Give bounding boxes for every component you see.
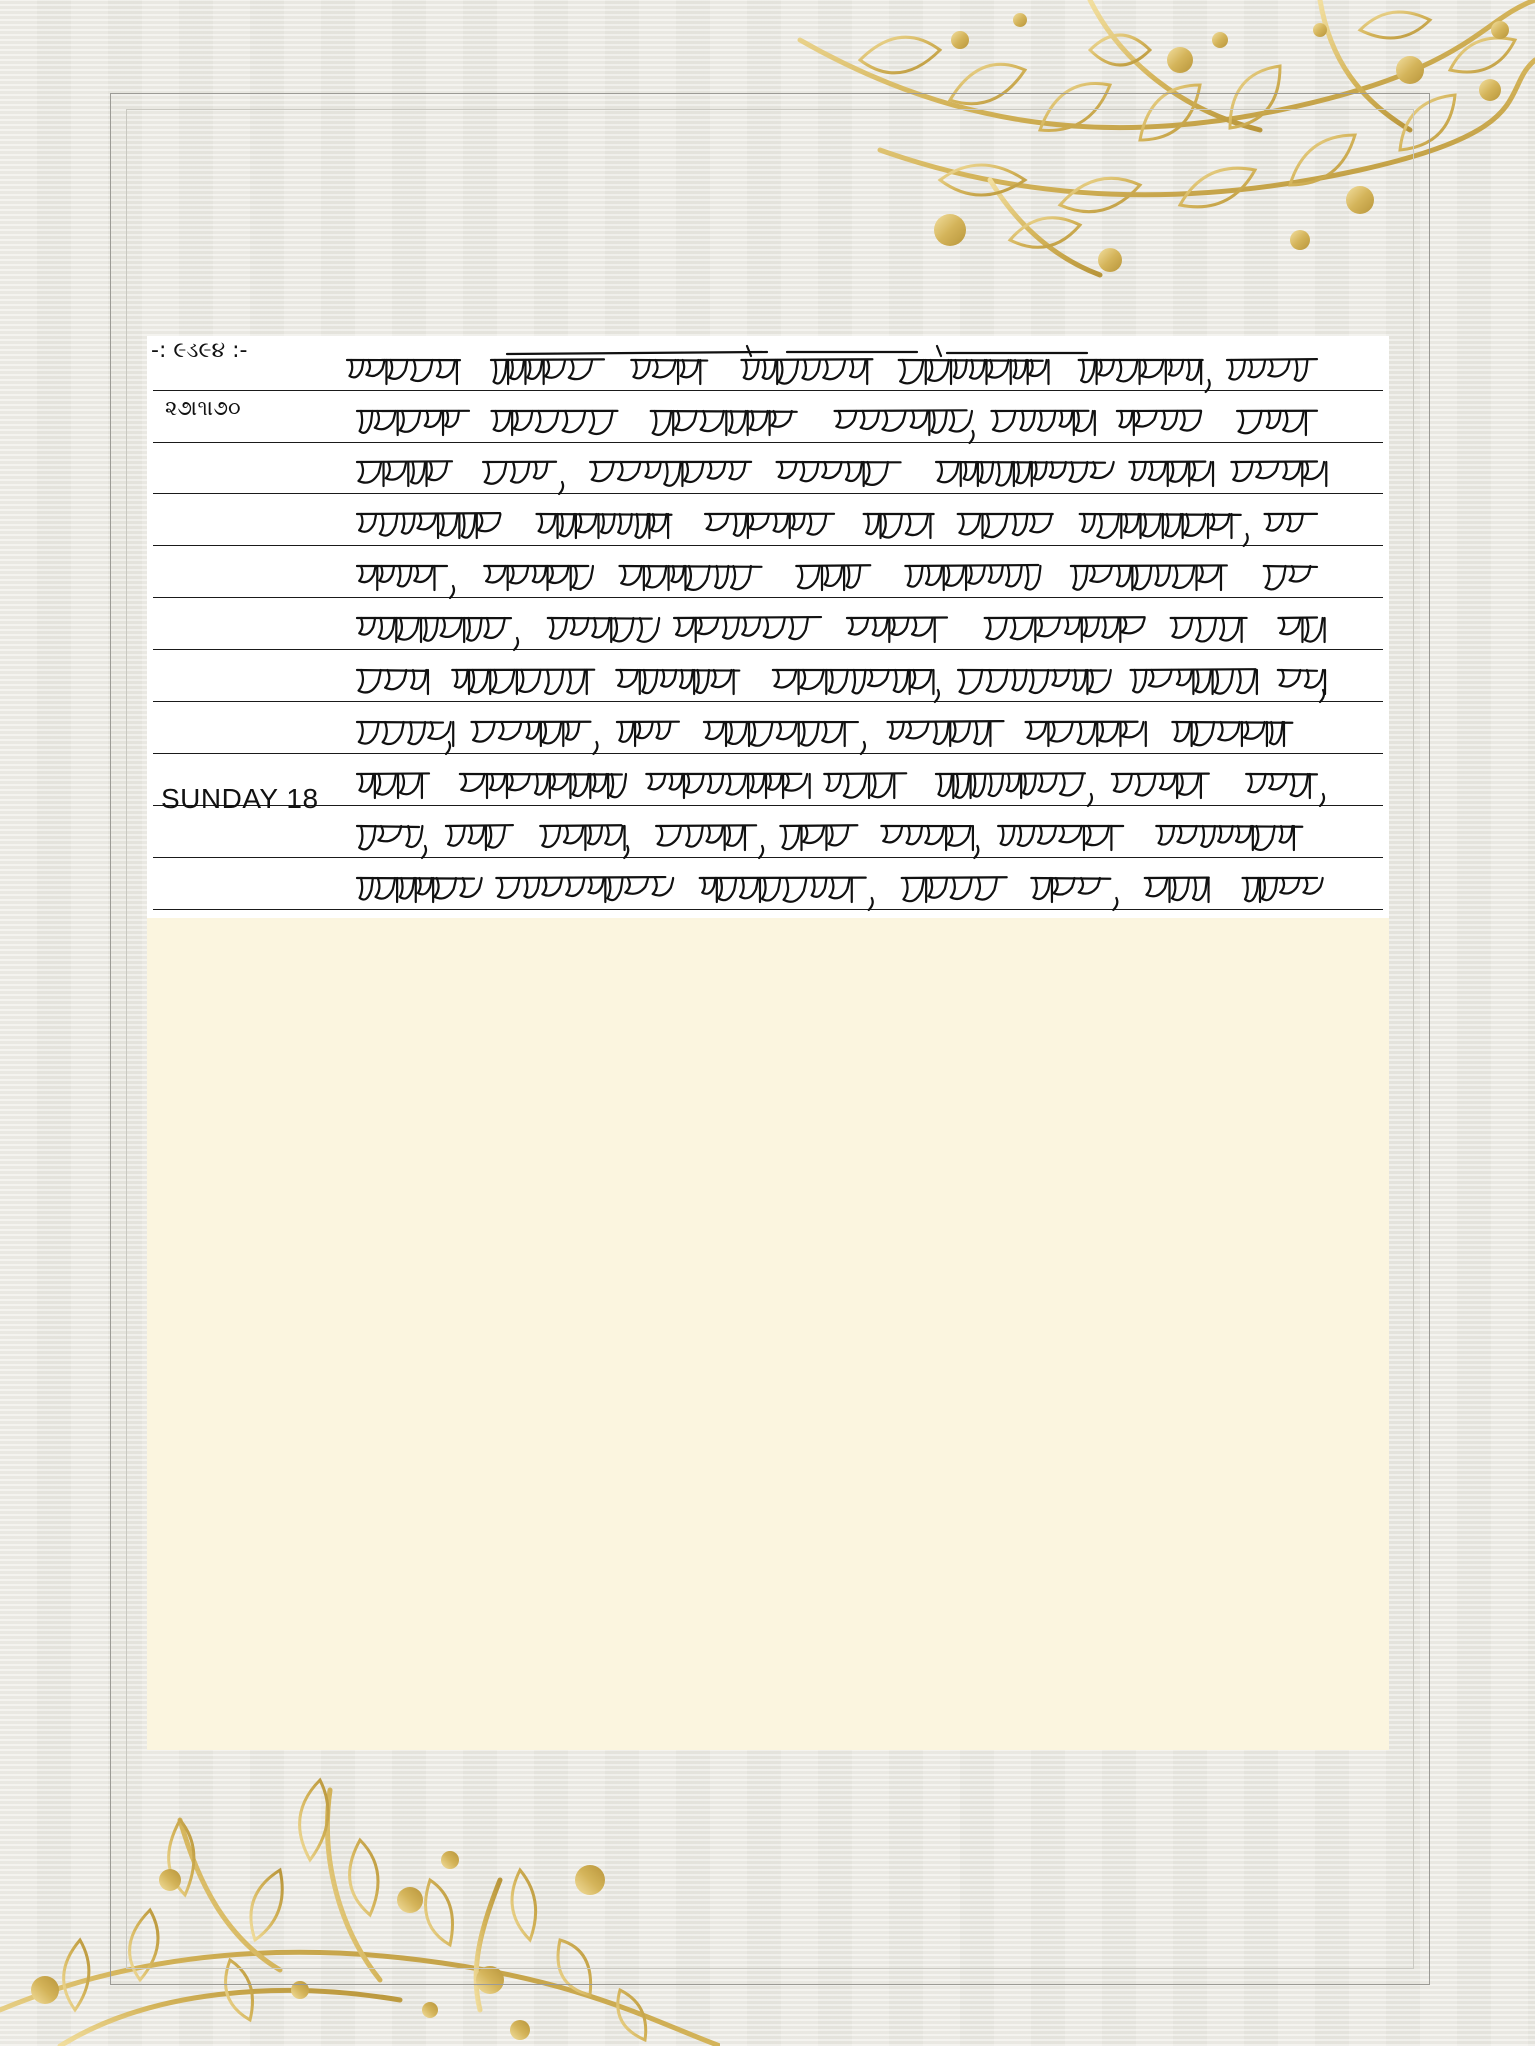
handwriting-stroke [1206, 380, 1210, 392]
handwriting-stroke [903, 878, 996, 902]
handwriting-stroke [658, 826, 745, 850]
handwriting-stroke [422, 846, 426, 858]
handwriting-stroke [1001, 826, 1112, 850]
handwriting-stroke [1132, 462, 1213, 486]
handwriting-stroke [473, 722, 579, 746]
handwriting-stroke [360, 878, 482, 902]
handwriting-stroke [1113, 898, 1117, 910]
handwriting-stroke [861, 742, 865, 754]
handwriting-stroke [905, 565, 1038, 566]
day-label: SUNDAY 18 [161, 783, 319, 814]
handwriting-stroke [359, 514, 500, 538]
handwriting-stroke [774, 670, 933, 694]
handwriting-stroke [498, 878, 673, 902]
handwriting-stroke [1267, 514, 1303, 531]
handwriting-stroke [706, 722, 845, 746]
handwriting-stroke [836, 411, 972, 435]
handwriting-stroke [1073, 566, 1221, 590]
handwriting-stroke [986, 618, 1144, 642]
handwriting-stroke [798, 566, 860, 590]
handwriting-stroke [908, 566, 1041, 590]
handwritten-entry-scan [147, 336, 1389, 918]
handwriting-stroke [1245, 878, 1323, 902]
handwriting-stroke [849, 618, 935, 642]
handwriting-stroke [869, 898, 873, 910]
handwriting-stroke [621, 566, 751, 590]
handwriting-stroke [1280, 670, 1325, 694]
handwriting-stroke [540, 825, 621, 826]
handwriting-stroke [542, 826, 624, 850]
handwriting-stroke [619, 722, 670, 746]
handwriting-stroke [993, 411, 1095, 435]
handwriting-stroke [960, 670, 1111, 694]
handwriting-stroke [446, 742, 450, 754]
handwriting-stroke [1159, 826, 1294, 850]
handwriting-stroke [1081, 360, 1201, 384]
handwriting-stroke [357, 670, 428, 671]
handwriting-stroke [359, 774, 421, 798]
handwritten-text [147, 336, 1389, 918]
handwriting-stroke [450, 586, 454, 598]
handwriting-stroke [888, 721, 1004, 722]
handwriting-stroke [1088, 794, 1092, 806]
handwriting-stroke [938, 774, 1082, 798]
handwriting-stroke [496, 877, 665, 878]
handwriting-stroke [360, 411, 459, 435]
handwriting-stroke [1146, 878, 1208, 902]
handwriting-stroke [782, 826, 848, 850]
handwriting-stroke [359, 618, 504, 642]
handwriting-stroke [461, 774, 626, 798]
handwriting-stroke [648, 774, 809, 798]
handwriting-stroke [448, 826, 505, 850]
handwriting-stroke [1114, 774, 1201, 798]
handwriting-stroke [707, 514, 826, 538]
handwriting-stroke [676, 618, 808, 642]
handwriting-stroke [455, 670, 587, 694]
handwriting-stroke [935, 690, 939, 702]
handwriting-stroke [1033, 878, 1099, 902]
handwriting-stroke [1071, 565, 1227, 566]
handwriting-stroke [1233, 462, 1326, 486]
handwriting-stroke [631, 360, 707, 361]
handwriting-stroke [866, 514, 930, 538]
handwriting-stroke [974, 846, 978, 858]
handwriting-stroke [744, 360, 867, 384]
handwriting-stroke [1320, 690, 1324, 702]
handwriting-stroke [1280, 618, 1324, 642]
handwriting-stroke [359, 826, 422, 849]
handwriting-stroke [359, 670, 428, 694]
handwriting-stroke [357, 513, 500, 514]
handwriting-stroke [827, 774, 895, 798]
handwriting-stroke [357, 773, 429, 774]
handwriting-stroke [1175, 722, 1284, 746]
handwriting-stroke [514, 638, 518, 650]
handwriting-stroke [359, 566, 434, 590]
handwriting-stroke [938, 462, 1114, 486]
handwriting-stroke [1266, 566, 1311, 589]
handwriting-stroke [1027, 722, 1145, 746]
handwriting-stroke [357, 461, 452, 462]
handwriting-stroke [446, 825, 513, 826]
handwriting-stroke [494, 360, 593, 384]
handwriting-stroke [1264, 566, 1317, 567]
handwriting-stroke [550, 618, 659, 642]
handwriting-stroke [616, 670, 739, 671]
handwriting-stroke [1244, 534, 1248, 546]
handwriting-stroke [633, 360, 700, 384]
handwriting-stroke [485, 462, 548, 484]
entry-date: ૨૭।૧।૭૦ [165, 396, 241, 420]
handwriting-stroke [592, 462, 746, 486]
handwriting-stroke [970, 431, 974, 443]
handwriting-stroke [959, 514, 1051, 538]
handwriting-stroke [883, 826, 973, 850]
handwriting-stroke [656, 825, 756, 826]
handwriting-stroke [653, 411, 792, 435]
handwriting-stroke [702, 878, 851, 902]
handwriting-stroke [780, 825, 857, 826]
handwriting-stroke [486, 566, 593, 590]
diary-page [147, 336, 1389, 1750]
handwriting-stroke [759, 846, 763, 858]
handwriting-stroke [900, 360, 1048, 384]
handwriting-stroke [593, 742, 597, 754]
handwriting-stroke [1248, 774, 1310, 798]
handwriting-stroke [618, 670, 733, 694]
handwriting-stroke [902, 877, 1007, 878]
handwriting-stroke [1082, 514, 1231, 538]
handwriting-stroke [1229, 360, 1307, 381]
handwriting-stroke [1320, 794, 1324, 806]
handwriting-stroke [548, 618, 652, 619]
handwriting-stroke [1133, 670, 1257, 694]
handwriting-stroke [357, 826, 419, 827]
handwriting-stroke [359, 722, 453, 746]
handwriting-stroke [1278, 670, 1317, 671]
handwriting-stroke [539, 514, 668, 538]
handwriting-stroke [358, 462, 447, 486]
handwriting-stroke [779, 462, 888, 486]
handwriting-stroke [1172, 618, 1241, 642]
handwriting-stroke [559, 482, 563, 494]
handwriting-stroke [494, 411, 613, 435]
handwriting-stroke [1227, 359, 1317, 360]
handwriting-stroke [890, 722, 990, 746]
handwriting-stroke [1119, 411, 1201, 435]
handwriting-stroke [349, 360, 456, 384]
handwriting-stroke [1239, 411, 1306, 435]
section-heading: -: ૯ડ૯૪ :- [151, 338, 248, 363]
handwriting-stroke [1031, 878, 1110, 879]
